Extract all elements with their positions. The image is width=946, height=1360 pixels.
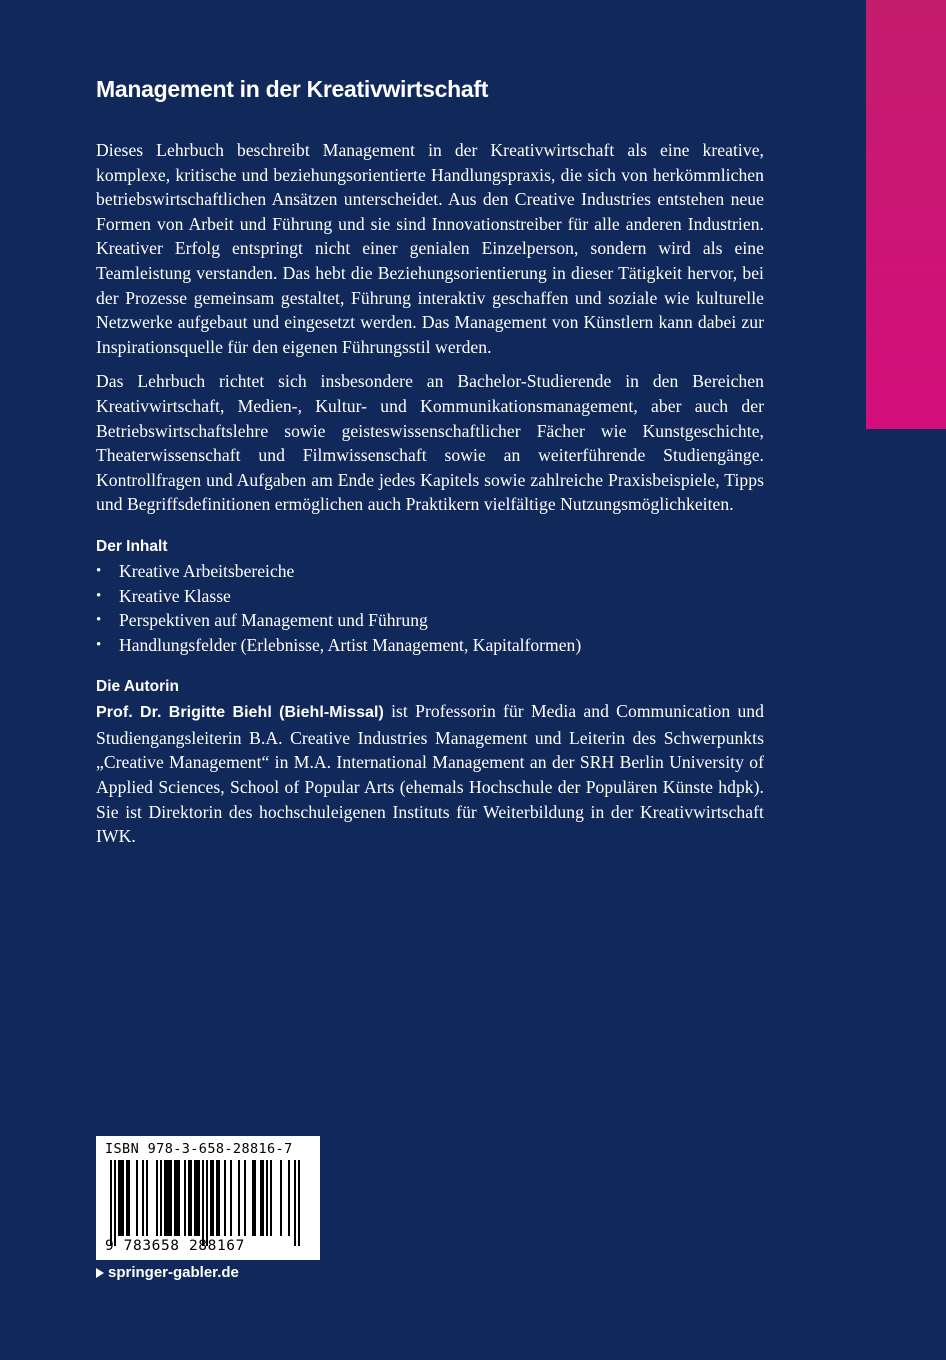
author-bio <box>96 699 764 849</box>
contents-list <box>96 559 764 657</box>
barcode-bar <box>244 1160 246 1236</box>
barcode-bar <box>166 1160 168 1236</box>
list-item: • Kreative Klasse <box>96 584 764 609</box>
barcode-bar <box>216 1160 218 1236</box>
publisher-url: springer-gabler.de <box>108 1264 239 1281</box>
magenta-accent-bar <box>866 0 946 429</box>
arrow-right-icon <box>96 1268 104 1278</box>
barcode-bar <box>270 1160 272 1236</box>
barcode-bar <box>280 1160 282 1236</box>
barcode-bar <box>238 1160 240 1236</box>
author-heading: Die Autorin <box>96 678 179 696</box>
barcode-bar <box>122 1160 124 1236</box>
list-item: • Kreative Arbeitsbereiche <box>96 559 764 584</box>
description-paragraph-2: Das Lehrbuch richtet sich insbesondere an Bachelor-Studierende in den Bereichen Kreativwirtschaft, Medien-, Kultur- und Kommunikationsmanagement, aber auch der Betriebswirtschaftslehre sowie geisteswissenschaftlicher Fächer wie Kunstgeschichte, Theaterwissenschaft und Filmwissenschaft sowie an weiterführende Studiengänge. Kontrollfragen und Aufgaben am Ende jedes Kapitels sowie zahlreiche Praxisbeispiele, Tipps und Begriffsdefinitionen ermöglichen auch Praktikern vielfältige Nutzungsmöglichkeiten. <box>96 371 764 515</box>
back-cover-text <box>96 74 764 859</box>
barcode-bar <box>298 1160 300 1246</box>
barcode-bar <box>184 1160 186 1236</box>
barcode-bar <box>190 1160 192 1236</box>
barcode-bar <box>114 1160 116 1246</box>
barcode-bar <box>288 1160 290 1236</box>
barcode-bar <box>202 1160 204 1246</box>
barcode-bar <box>136 1160 138 1236</box>
description-paragraph-1: Dieses Lehrbuch beschreibt Management in der Kreativwirtschaft als eine kreative, komplexe, kritische und beziehungsorientierte Handlungspraxis, die sich von herkömmlichen betriebswirtschaftlichen Ansätzen unterscheidet. Aus den Creative Industries entstehen neue Formen von Arbeit und Führung und sie sind Innovationstreiber für alle anderen Industrien. Kreativer Erfolg entspringt nicht einer genialen Einzelperson, sondern wird als eine Teamleistung verstanden. Das hebt die Beziehungsorientierung in dieser Tätigkeit hervor, bei der Prozesse gemeinsam gestaltet, Führung interaktiv geschaffen und soziale wie kulturelle Netzwerke aufgebaut und eingesetzt werden. Das Management von Künstlern kann dabei zur Inspirationsquelle für den eigenen Führungsstil werden. <box>96 140 764 357</box>
barcode-bar <box>262 1160 264 1236</box>
barcode-bar <box>206 1160 208 1246</box>
bullet-icon: • <box>96 587 102 604</box>
barcode-bar <box>170 1160 172 1236</box>
barcode-bar <box>218 1160 220 1236</box>
book-title: Management in der Kreativwirtschaft <box>96 76 489 102</box>
barcode-bar <box>128 1160 130 1236</box>
barcode-bar <box>142 1160 144 1236</box>
barcode-bar <box>176 1160 178 1236</box>
author-bio-text: ist Professorin für Media and Communication und Studiengangsleiterin B.A. Creative Industries Management und Leiterin des Schwerpunkts „Creative Management“ in M.A. International Management an der SRH Berlin University of Applied Sciences, School of Popular Arts (ehemals Hochschule der Populären Künste hdpk). Sie ist Direktorin des hochschuleigenen Instituts für Weiterbildung in der Kreativwirtschaft IWK. <box>96 701 764 847</box>
barcode-bar <box>188 1160 190 1236</box>
list-item: • Handlungsfelder (Erlebnisse, Artist Management, Kapitalformen) <box>96 633 764 658</box>
ean-digits: 9 783658 288167 <box>105 1238 245 1254</box>
list-item: • Perspektiven auf Management und Führung <box>96 608 764 633</box>
barcode-bar <box>252 1160 254 1236</box>
barcode-bar <box>294 1160 296 1246</box>
barcode-bar <box>174 1160 176 1236</box>
barcode-bar <box>266 1160 268 1236</box>
publisher-link[interactable] <box>96 1264 239 1281</box>
barcode-bar <box>118 1160 120 1236</box>
barcode-bar <box>194 1160 196 1236</box>
barcode-bar <box>224 1160 226 1236</box>
barcode-bar <box>198 1160 200 1236</box>
barcode-bar <box>164 1160 166 1236</box>
barcode-bar <box>178 1160 180 1236</box>
author-name: Prof. Dr. Brigitte Biehl (Biehl-Missal) <box>96 704 384 722</box>
barcode-bar <box>146 1160 148 1236</box>
barcode-bar <box>156 1160 158 1236</box>
barcode-bar <box>212 1160 214 1236</box>
contents-heading: Der Inhalt <box>96 537 168 555</box>
barcode-bar <box>196 1160 198 1236</box>
isbn-label: ISBN 978-3-658-28816-7 <box>105 1141 293 1157</box>
barcode-bar <box>254 1160 256 1236</box>
barcode-bar <box>168 1160 170 1236</box>
barcode-bar <box>230 1160 232 1236</box>
barcode-bar <box>260 1160 262 1236</box>
barcode-bar <box>120 1160 122 1236</box>
barcode-bar <box>126 1160 128 1236</box>
barcode-bar <box>210 1160 212 1236</box>
bullet-icon: • <box>96 636 102 653</box>
barcode-bar <box>110 1160 112 1246</box>
bullet-icon: • <box>96 612 102 629</box>
bullet-icon: • <box>96 562 102 579</box>
barcode-bar <box>160 1160 162 1236</box>
isbn-barcode <box>96 1136 320 1260</box>
